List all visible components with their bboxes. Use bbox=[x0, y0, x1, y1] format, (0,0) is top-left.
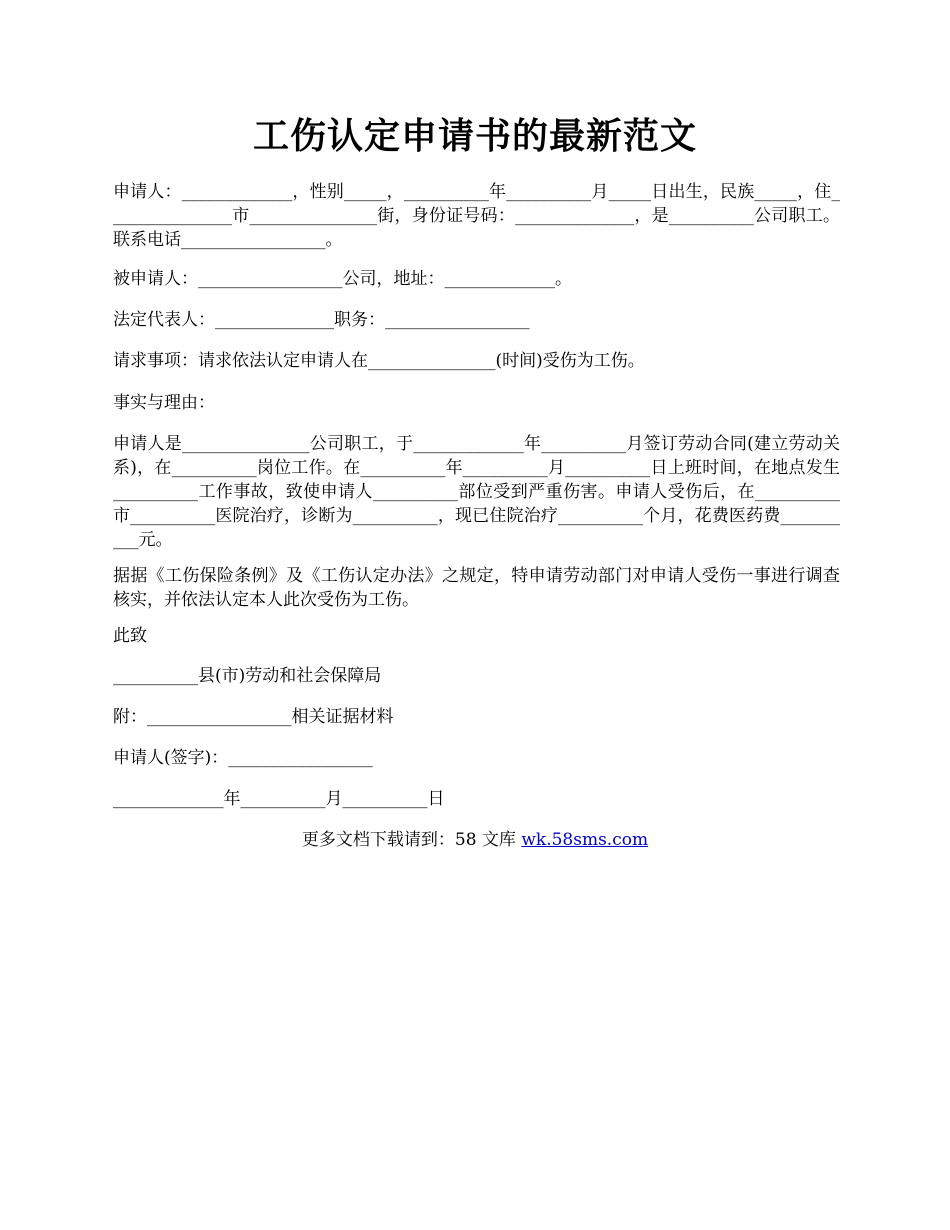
basis-paragraph: 据据《工伤保险条例》及《工伤认定办法》之规定，特申请劳动部门对申请人受伤一事进行调查核实，并依法认定本人此次受伤为工伤。 bbox=[113, 566, 840, 610]
footer-prefix: 更多文档下载请到：58 文库 bbox=[301, 830, 522, 850]
salutation: 此致 bbox=[113, 626, 147, 646]
request-paragraph: 请求事项：请求依法认定申请人在_______________(时间)受伤为工伤。 bbox=[113, 351, 645, 371]
respondent-paragraph: 被申请人：_________________公司，地址：_____________。 bbox=[113, 269, 572, 289]
recipient-line: __________县(市)劳动和社会保障局 bbox=[113, 666, 382, 686]
footer bbox=[0, 828, 950, 852]
footer-link[interactable]: wk.58sms.com bbox=[521, 830, 649, 850]
facts-heading: 事实与理由： bbox=[113, 393, 215, 413]
signature-line: 申请人(签字)：_________________ bbox=[113, 748, 373, 768]
facts-body-paragraph: 申请人是_______________公司职工，于_____________年__________月签订劳动合同(建立劳动关系)，在__________岗位工作。在__________年__________月__________日上班时间，在地点发生__________工作事故，致使申请人__________部位受到严重伤害。申请人受伤后，在__________市__________医院治疗，诊断为__________，现已住院治疗__________个月，花费医药费__________元。 bbox=[113, 434, 840, 550]
applicant-info-paragraph: 申请人：_____________，性别_____，__________年__________月_____日出生，民族_____，住_______________市_______________街，身份证号码：______________，是__________公司职工。联系电话_________________。 bbox=[113, 182, 840, 250]
date-line: _____________年__________月__________日 bbox=[113, 789, 445, 809]
attachment-line: 附：_________________相关证据材料 bbox=[113, 707, 394, 727]
legal-representative-paragraph: 法定代表人：______________职务：_________________ bbox=[113, 310, 530, 330]
document-title: 工伤认定申请书的最新范文 bbox=[252, 115, 697, 157]
